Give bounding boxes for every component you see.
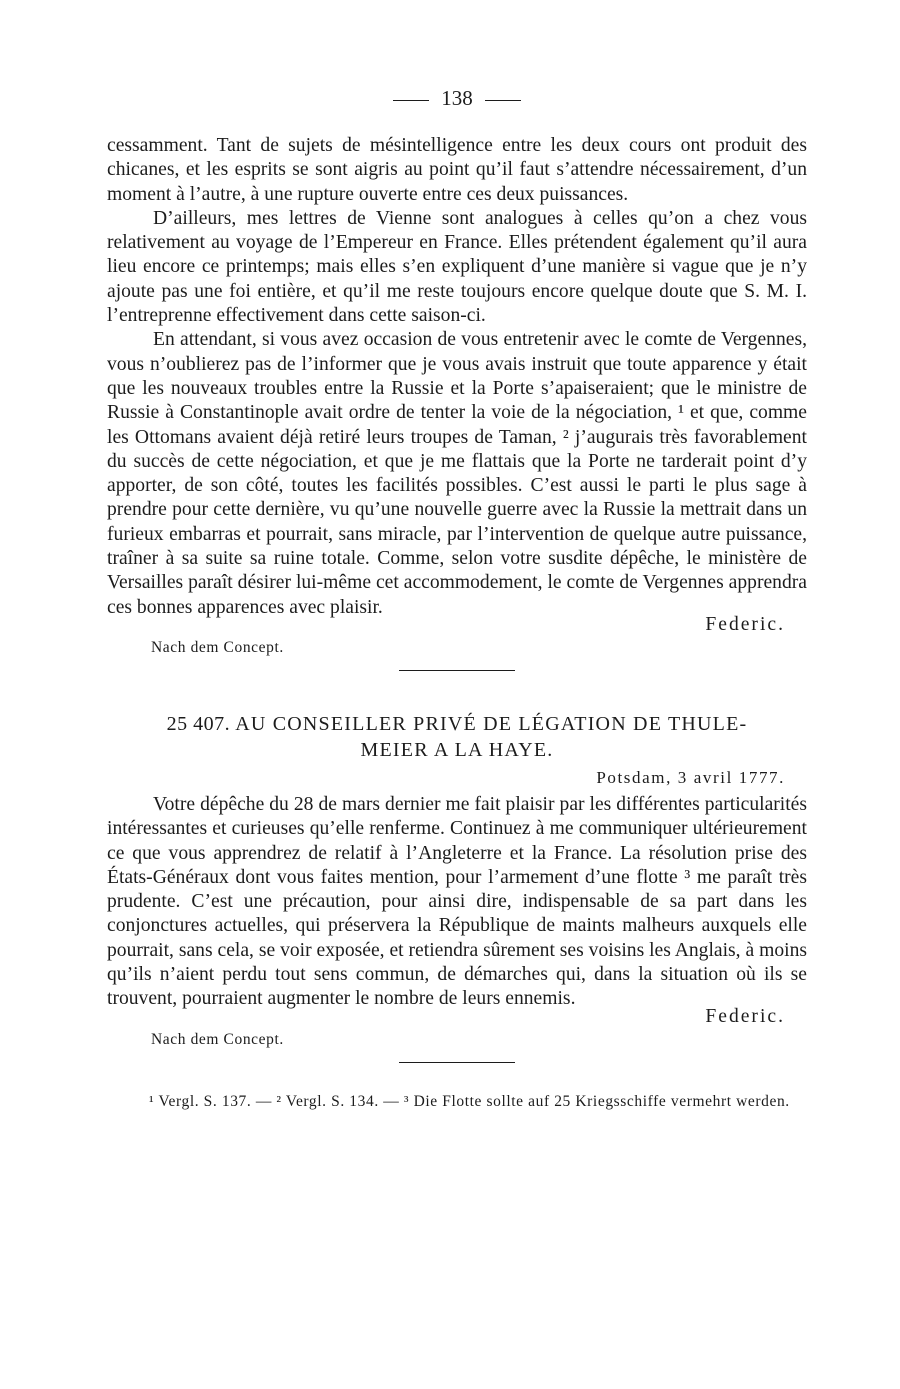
page-number-header [107, 84, 807, 112]
letter-place-date: Potsdam, 3 avril 1777. [596, 767, 785, 787]
book-page [107, 84, 807, 1112]
page-number: 138 [441, 86, 473, 110]
letter-signature: Federic. [705, 1005, 785, 1027]
section-separator [399, 670, 515, 671]
letter-number: 25 407. [166, 712, 231, 735]
letter-heading-line-2: MEIER A LA HAYE. [360, 738, 554, 761]
continuation-paragraph-2: D’ailleurs, mes lettres de Vienne sont analogues à celles qu’on a chez vous relativement au voyage de l’Empereur en France. Elles prétendent également qu’il aura lieu encore ce printemps; mais elles s’en expliquent d’une manière si vague que je n’y ajoute pas une foi entière, et qu’il me reste toujours encore quelque doute que S. M. I. l’entreprenne effectivement dans cette saison-ci. [107, 207, 807, 327]
continuation-paragraph-3: En attendant, si vous avez occasion de vous entretenir avec le comte de Vergennes, vous n’oublierez pas de l’informer que je vous avais instruit que toute apparence y était que les nouveaux troubles entre la Russie et la Porte s’apaiseraient; que le ministre de Russie à Constantinople avait ordre de tenter la voie de la négociation, ¹ et que, comme les Ottomans avaient déjà retiré leurs troupes de Taman, ² j’augurais très favorablement du succès de cette négociation, et que je me flattais que la Porte ne tarderait point d’y apporter, de son côté, toutes les facilités possibles. C’est aussi le parti le plus sage à prendre pour cette dernière, vu qu’une nouvelle guerre avec la Russie la mettrait dans un furieux embarras et pourrait, sans miracle, par l’intervention de quelque autre puissance, traîner à sa suite sa ruine totale. Comme, selon votre susdite dépêche, le ministère de Versailles paraît désirer lui-même cet accommodement, le comte de Vergennes apprendra ces bonnes apparences avec plaisir. [107, 329, 807, 618]
letter-source-note: Nach dem Concept. [151, 1030, 284, 1048]
header-right-dash [485, 100, 521, 101]
letter-body: Votre dépêche du 28 de mars dernier me fait plaisir par les différentes particularités intéressantes et curieuses qu’elle renferme. Continuez à me communiquer ultérieurement ce que vous apprendrez de relatif à l’Angleterre et la France. La résolution prise des États-Généraux dont vous faites mention, pour l’armement d’une flotte ³ me paraît très prudente. C’est une précaution, pour ainsi dire, indispensable de sa part dans les conjonctures actuelles, qui préservera la République de maints malheurs auxquels elle pourrait, sans cela, se voir exposée, et retiendra sûrement ses voisins les Anglais, à moins qu’ils n’aient perdu tout sens commun, de démarches qui, dans la situation où ils se trouvent, pourraient augmenter le nombre de leurs ennemis. [107, 793, 807, 1010]
continuation-source-note: Nach dem Concept. [151, 638, 284, 656]
footnote-separator [399, 1062, 515, 1063]
letter-heading-text-1: AU CONSEILLER PRIVÉ DE LÉGATION DE THULE- [235, 712, 748, 735]
letter-heading-line-1 [107, 711, 807, 737]
continuation-paragraph-1: cessamment. Tant de sujets de mésintelligence entre les deux cours ont produit des chicanes, et les esprits se sont aigris au point qu’il faut s’attendre nécessairement, d’un moment à l’autre, à une rupture ouverte entre ces deux puissances. [107, 135, 807, 205]
continuation-signature: Federic. [705, 613, 785, 635]
header-left-dash [393, 100, 429, 101]
footnotes: ¹ Vergl. S. 137. — ² Vergl. S. 134. — ³ Die Flotte sollte auf 25 Kriegsschiffe vermehrt werden. [149, 1092, 790, 1110]
letter-heading [107, 711, 807, 763]
